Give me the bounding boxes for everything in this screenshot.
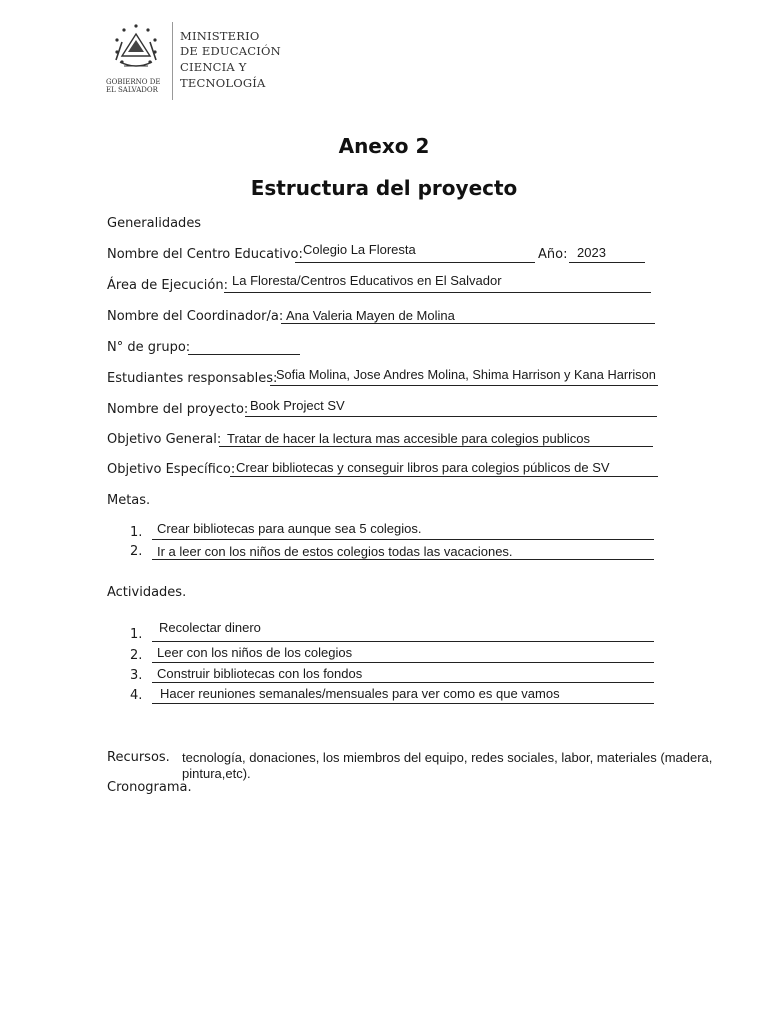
actividad-3-text[interactable]: Construir bibliotecas con los fondos: [157, 666, 363, 681]
meta-1-line: [152, 539, 654, 540]
objetivo-especifico-value[interactable]: Crear bibliotecas y conseguir libros para colegios públicos de SV: [236, 460, 610, 475]
meta-2-text[interactable]: Ir a leer con los niños de estos colegios todas las vacaciones.: [157, 544, 513, 559]
recursos-line-2[interactable]: pintura,etc).: [182, 766, 251, 781]
logo-divider: [172, 22, 173, 100]
page-title: Anexo 2: [338, 134, 430, 158]
logo-line-1: MINISTERIO: [180, 29, 260, 43]
actividad-4-line: [152, 703, 654, 704]
seal-caption-2: EL SALVADOR: [106, 86, 158, 94]
objetivo-general-value[interactable]: Tratar de hacer la lectura mas accesible para colegios publicos: [227, 431, 590, 446]
actividad-1-line: [152, 641, 654, 642]
proyecto-value[interactable]: Book Project SV: [250, 398, 345, 413]
actividad-4-num: 4.: [130, 688, 143, 703]
seal-caption-1: GOBIERNO DE: [106, 78, 161, 86]
anio-line: [569, 262, 645, 263]
estudiantes-value[interactable]: Sofia Molina, Jose Andres Molina, Shima Harrison y Kana Harrison: [276, 367, 656, 382]
estudiantes-label: Estudiantes responsables:: [107, 371, 278, 386]
anio-label: Año:: [538, 247, 568, 262]
coordinador-label: Nombre del Coordinador/a:: [107, 309, 284, 324]
area-value[interactable]: La Floresta/Centros Educativos en El Salvador: [232, 273, 502, 288]
objetivo-especifico-line: [230, 476, 658, 477]
objetivo-general-line: [219, 446, 653, 447]
objetivo-especifico-label: Objetivo Específico:: [107, 462, 236, 477]
meta-1-text[interactable]: Crear bibliotecas para aunque sea 5 colegios.: [157, 521, 422, 536]
proyecto-line: [245, 416, 657, 417]
actividad-1-text[interactable]: Recolectar dinero: [159, 620, 261, 635]
actividad-3-line: [152, 682, 654, 683]
logo-line-4: TECNOLOGÍA: [180, 76, 266, 90]
metas-label: Metas.: [107, 493, 151, 508]
actividad-3-num: 3.: [130, 668, 143, 683]
coat-of-arms-icon: [106, 22, 166, 80]
centro-label: Nombre del Centro Educativo:: [107, 247, 303, 262]
page-subtitle: Estructura del proyecto: [250, 176, 518, 200]
recursos-label: Recursos.: [107, 750, 170, 765]
proyecto-label: Nombre del proyecto:: [107, 402, 249, 417]
centro-line: [295, 262, 535, 263]
actividad-2-line: [152, 662, 654, 663]
logo-line-2: DE EDUCACIÓN: [180, 44, 281, 58]
actividades-label: Actividades.: [107, 585, 187, 600]
anio-value[interactable]: 2023: [577, 245, 606, 260]
meta-2-line: [152, 559, 654, 560]
actividad-2-text[interactable]: Leer con los niños de los colegios: [157, 645, 353, 660]
logo-line-3: CIENCIA Y: [180, 60, 247, 74]
actividad-4-text[interactable]: Hacer reuniones semanales/mensuales para ver como es que vamos: [160, 686, 560, 701]
meta-2-num: 2.: [130, 544, 143, 559]
grupo-label: N° de grupo:: [107, 340, 191, 355]
area-line: [224, 292, 651, 293]
grupo-line: [188, 354, 300, 355]
objetivo-general-label: Objetivo General:: [107, 432, 222, 447]
section-generalidades: Generalidades: [107, 216, 202, 231]
actividad-2-num: 2.: [130, 648, 143, 663]
recursos-line-1[interactable]: tecnología, donaciones, los miembros del equipo, redes sociales, labor, materiales (madera,: [182, 750, 713, 765]
actividad-1-num: 1.: [130, 627, 143, 642]
area-label: Área de Ejecución:: [107, 278, 228, 293]
centro-value[interactable]: Colegio La Floresta: [303, 242, 416, 257]
coordinador-value[interactable]: Ana Valeria Mayen de Molina: [286, 308, 455, 323]
cronograma-label: Cronograma.: [107, 780, 192, 795]
estudiantes-line: [270, 385, 658, 386]
coordinador-line: [281, 323, 655, 324]
meta-1-num: 1.: [130, 525, 143, 540]
